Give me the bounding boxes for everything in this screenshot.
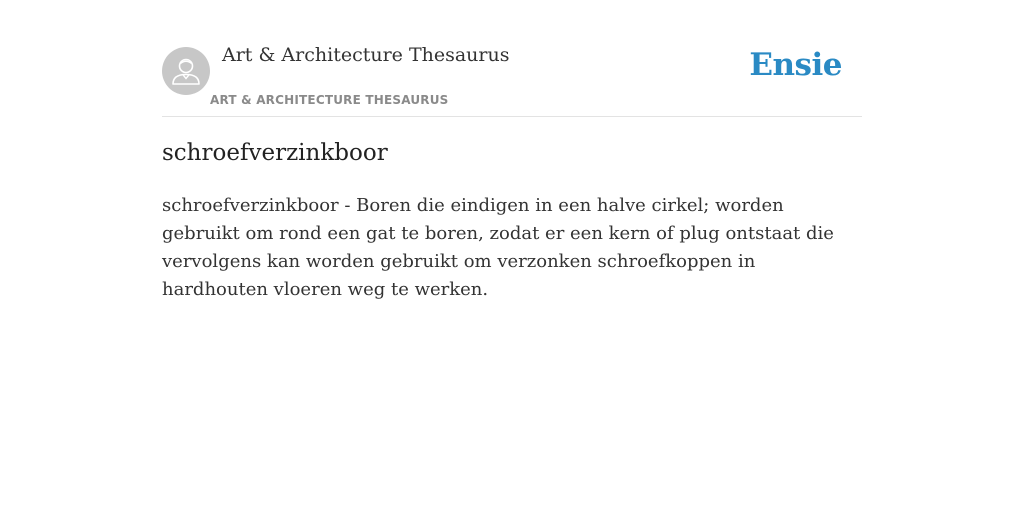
entry-definition: schroefverzinkboor - Boren die eindigen in een halve cirkel; worden gebruikt om rond een gat te boren, zodat er een kern of plug ontstaat die vervolgens kan worden gebruikt om verzonken schroefkoppen in hardhouten vloeren weg te werken.: [162, 195, 834, 300]
source-title[interactable]: Art & Architecture Thesaurus: [222, 44, 510, 66]
user-placeholder-icon: [162, 47, 210, 95]
avatar[interactable]: [162, 47, 210, 95]
header: [162, 0, 862, 117]
source-subtitle: ART & ARCHITECTURE THESAURUS: [210, 93, 449, 107]
brand-logo-link[interactable]: Ensie: [749, 47, 842, 83]
entry-title: schroefverzinkboor: [162, 140, 388, 166]
page-container: [162, 0, 862, 300]
